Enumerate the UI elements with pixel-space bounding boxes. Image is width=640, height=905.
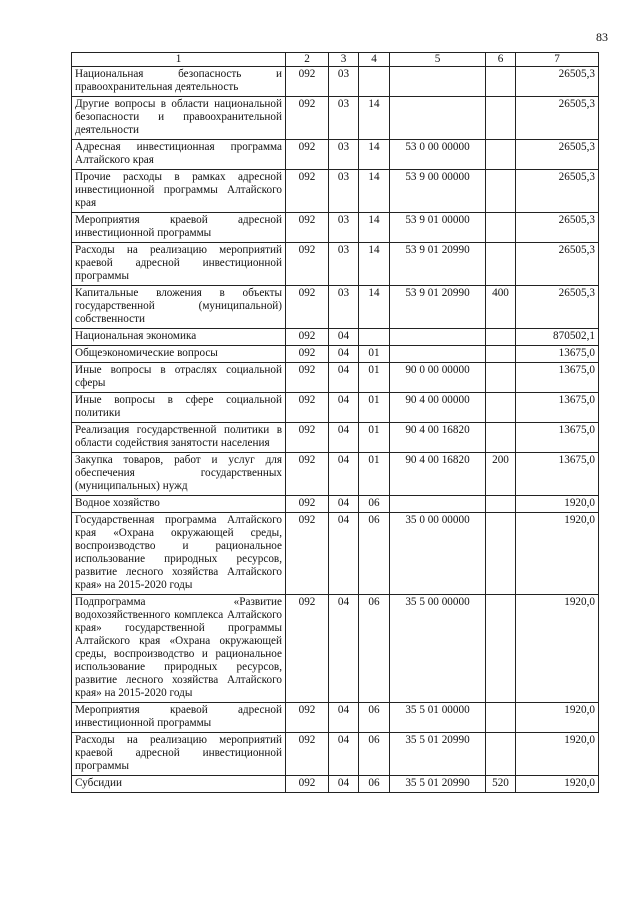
- row-admin-code-cell: 092: [286, 453, 329, 496]
- row-expense-type-cell: [486, 329, 516, 346]
- row-section-cell: 04: [329, 776, 359, 793]
- row-admin-code-cell: 092: [286, 423, 329, 453]
- row-name-cell: Национальная экономика: [72, 329, 286, 346]
- row-expense-type-cell: [486, 496, 516, 513]
- row-name-cell: Водное хозяйство: [72, 496, 286, 513]
- header-cell: 2: [286, 53, 329, 67]
- row-expense-type-cell: 520: [486, 776, 516, 793]
- row-section-cell: 04: [329, 329, 359, 346]
- row-section-cell: 04: [329, 513, 359, 595]
- table-row: [72, 329, 599, 346]
- row-admin-code-cell: 092: [286, 213, 329, 243]
- budget-table: [71, 52, 599, 793]
- row-expense-type-cell: [486, 346, 516, 363]
- row-amount-cell: 13675,0: [516, 423, 599, 453]
- header-cell: 4: [359, 53, 390, 67]
- row-admin-code-cell: 092: [286, 170, 329, 213]
- row-target-article-cell: 53 9 00 00000: [390, 170, 486, 213]
- header-cell: 3: [329, 53, 359, 67]
- row-expense-type-cell: 400: [486, 286, 516, 329]
- row-amount-cell: 1920,0: [516, 595, 599, 703]
- row-section-cell: 04: [329, 363, 359, 393]
- row-name-cell: Другие вопросы в области национальной безопасности и правоохранительной деятельности: [72, 97, 286, 140]
- row-target-article-cell: 35 5 00 00000: [390, 595, 486, 703]
- table-header-row: [72, 53, 599, 67]
- table-row: [72, 453, 599, 496]
- row-expense-type-cell: [486, 213, 516, 243]
- row-expense-type-cell: [486, 170, 516, 213]
- row-expense-type-cell: [486, 703, 516, 733]
- row-admin-code-cell: 092: [286, 286, 329, 329]
- row-amount-cell: 1920,0: [516, 733, 599, 776]
- row-admin-code-cell: 092: [286, 346, 329, 363]
- row-subsection-cell: 06: [359, 776, 390, 793]
- row-subsection-cell: 06: [359, 595, 390, 703]
- row-section-cell: 04: [329, 346, 359, 363]
- page-number: 83: [596, 30, 608, 44]
- row-section-cell: 04: [329, 423, 359, 453]
- row-expense-type-cell: [486, 67, 516, 97]
- row-target-article-cell: [390, 496, 486, 513]
- row-section-cell: 04: [329, 733, 359, 776]
- row-amount-cell: 1920,0: [516, 703, 599, 733]
- row-name-cell: Расходы на реализацию мероприятий краевой адресной инвестиционной программы: [72, 243, 286, 286]
- row-admin-code-cell: 092: [286, 97, 329, 140]
- row-admin-code-cell: 092: [286, 513, 329, 595]
- row-section-cell: 04: [329, 703, 359, 733]
- row-subsection-cell: 14: [359, 97, 390, 140]
- row-section-cell: 03: [329, 213, 359, 243]
- table-row: [72, 140, 599, 170]
- row-amount-cell: 870502,1: [516, 329, 599, 346]
- row-name-cell: Капитальные вложения в объекты государственной (муниципальной) собственности: [72, 286, 286, 329]
- table-row: [72, 393, 599, 423]
- row-expense-type-cell: [486, 243, 516, 286]
- row-subsection-cell: 01: [359, 393, 390, 423]
- table-row: [72, 286, 599, 329]
- row-subsection-cell: 06: [359, 733, 390, 776]
- row-amount-cell: 26505,3: [516, 170, 599, 213]
- row-subsection-cell: 06: [359, 703, 390, 733]
- row-name-cell: Реализация государственной политики в области содействия занятости населения: [72, 423, 286, 453]
- table-row: [72, 776, 599, 793]
- table-row: [72, 513, 599, 595]
- row-section-cell: 03: [329, 243, 359, 286]
- row-amount-cell: 1920,0: [516, 776, 599, 793]
- row-name-cell: Субсидии: [72, 776, 286, 793]
- row-target-article-cell: 90 0 00 00000: [390, 363, 486, 393]
- row-expense-type-cell: [486, 363, 516, 393]
- row-expense-type-cell: [486, 97, 516, 140]
- row-subsection-cell: 06: [359, 513, 390, 595]
- header-cell: 7: [516, 53, 599, 67]
- table-row: [72, 170, 599, 213]
- row-target-article-cell: 35 5 01 20990: [390, 733, 486, 776]
- row-target-article-cell: 35 5 01 00000: [390, 703, 486, 733]
- row-subsection-cell: 01: [359, 363, 390, 393]
- row-subsection-cell: [359, 67, 390, 97]
- row-section-cell: 04: [329, 393, 359, 423]
- row-section-cell: 03: [329, 286, 359, 329]
- row-admin-code-cell: 092: [286, 496, 329, 513]
- table-row: [72, 97, 599, 140]
- row-target-article-cell: 35 0 00 00000: [390, 513, 486, 595]
- row-target-article-cell: 90 4 00 00000: [390, 393, 486, 423]
- row-subsection-cell: 01: [359, 453, 390, 496]
- row-expense-type-cell: [486, 140, 516, 170]
- row-name-cell: Национальная безопасность и правоохранительная деятельность: [72, 67, 286, 97]
- row-name-cell: Расходы на реализацию мероприятий краевой адресной инвестиционной программы: [72, 733, 286, 776]
- row-target-article-cell: 53 0 00 00000: [390, 140, 486, 170]
- row-amount-cell: 26505,3: [516, 67, 599, 97]
- row-subsection-cell: 06: [359, 496, 390, 513]
- row-section-cell: 03: [329, 67, 359, 97]
- row-section-cell: 03: [329, 97, 359, 140]
- row-name-cell: Государственная программа Алтайского края «Охрана окружающей среды, воспроизводство и рациональное использование природных ресурсов, развитие лесного хозяйства Алтайского края» на 2015-2020 годы: [72, 513, 286, 595]
- row-name-cell: Иные вопросы в сфере социальной политики: [72, 393, 286, 423]
- row-name-cell: Мероприятия краевой адресной инвестиционной программы: [72, 703, 286, 733]
- row-amount-cell: 26505,3: [516, 286, 599, 329]
- row-expense-type-cell: [486, 595, 516, 703]
- table-row: [72, 67, 599, 97]
- row-subsection-cell: 14: [359, 140, 390, 170]
- row-section-cell: 03: [329, 140, 359, 170]
- row-amount-cell: 13675,0: [516, 393, 599, 423]
- row-name-cell: Подпрограмма «Развитие водохозяйственного комплекса Алтайского края» государственной программы Алтайского края «Охрана окружающей среды, воспроизводство и рациональное использование природных ресурсов, развитие лесного хозяйства Алтайского края» на 2015-2020 годы: [72, 595, 286, 703]
- header-cell: 5: [390, 53, 486, 67]
- table-row: [72, 733, 599, 776]
- row-subsection-cell: [359, 329, 390, 346]
- row-name-cell: Адресная инвестиционная программа Алтайского края: [72, 140, 286, 170]
- row-section-cell: 04: [329, 595, 359, 703]
- row-amount-cell: 1920,0: [516, 513, 599, 595]
- table-row: [72, 213, 599, 243]
- row-section-cell: 03: [329, 170, 359, 213]
- row-target-article-cell: [390, 97, 486, 140]
- row-amount-cell: 26505,3: [516, 213, 599, 243]
- row-subsection-cell: 14: [359, 213, 390, 243]
- row-subsection-cell: 01: [359, 423, 390, 453]
- row-name-cell: Мероприятия краевой адресной инвестиционной программы: [72, 213, 286, 243]
- row-amount-cell: 26505,3: [516, 97, 599, 140]
- table-row: [72, 363, 599, 393]
- table-row: [72, 703, 599, 733]
- row-admin-code-cell: 092: [286, 140, 329, 170]
- row-target-article-cell: 53 9 01 00000: [390, 213, 486, 243]
- table-row: [72, 595, 599, 703]
- row-name-cell: Общеэкономические вопросы: [72, 346, 286, 363]
- table-row: [72, 346, 599, 363]
- row-amount-cell: 1920,0: [516, 496, 599, 513]
- row-admin-code-cell: 092: [286, 363, 329, 393]
- row-subsection-cell: 14: [359, 243, 390, 286]
- row-admin-code-cell: 092: [286, 733, 329, 776]
- row-target-article-cell: 53 9 01 20990: [390, 243, 486, 286]
- row-expense-type-cell: [486, 513, 516, 595]
- row-expense-type-cell: [486, 733, 516, 776]
- row-name-cell: Закупка товаров, работ и услуг для обеспечения государственных (муниципальных) нужд: [72, 453, 286, 496]
- row-name-cell: Иные вопросы в отраслях социальной сферы: [72, 363, 286, 393]
- table-row: [72, 423, 599, 453]
- row-subsection-cell: 14: [359, 170, 390, 213]
- row-section-cell: 04: [329, 453, 359, 496]
- row-amount-cell: 26505,3: [516, 140, 599, 170]
- row-target-article-cell: 53 9 01 20990: [390, 286, 486, 329]
- row-admin-code-cell: 092: [286, 329, 329, 346]
- row-target-article-cell: 35 5 01 20990: [390, 776, 486, 793]
- row-admin-code-cell: 092: [286, 67, 329, 97]
- table-row: [72, 243, 599, 286]
- row-target-article-cell: [390, 346, 486, 363]
- header-cell: 6: [486, 53, 516, 67]
- row-admin-code-cell: 092: [286, 703, 329, 733]
- row-amount-cell: 13675,0: [516, 453, 599, 496]
- row-name-cell: Прочие расходы в рамках адресной инвестиционной программы Алтайского края: [72, 170, 286, 213]
- row-admin-code-cell: 092: [286, 595, 329, 703]
- row-target-article-cell: 90 4 00 16820: [390, 453, 486, 496]
- row-expense-type-cell: 200: [486, 453, 516, 496]
- row-amount-cell: 26505,3: [516, 243, 599, 286]
- row-admin-code-cell: 092: [286, 393, 329, 423]
- row-admin-code-cell: 092: [286, 243, 329, 286]
- row-target-article-cell: [390, 67, 486, 97]
- table-row: [72, 496, 599, 513]
- row-target-article-cell: [390, 329, 486, 346]
- row-expense-type-cell: [486, 393, 516, 423]
- row-target-article-cell: 90 4 00 16820: [390, 423, 486, 453]
- row-section-cell: 04: [329, 496, 359, 513]
- row-subsection-cell: 01: [359, 346, 390, 363]
- row-amount-cell: 13675,0: [516, 346, 599, 363]
- row-subsection-cell: 14: [359, 286, 390, 329]
- row-admin-code-cell: 092: [286, 776, 329, 793]
- header-cell: 1: [72, 53, 286, 67]
- row-amount-cell: 13675,0: [516, 363, 599, 393]
- row-expense-type-cell: [486, 423, 516, 453]
- table-body: [72, 67, 599, 793]
